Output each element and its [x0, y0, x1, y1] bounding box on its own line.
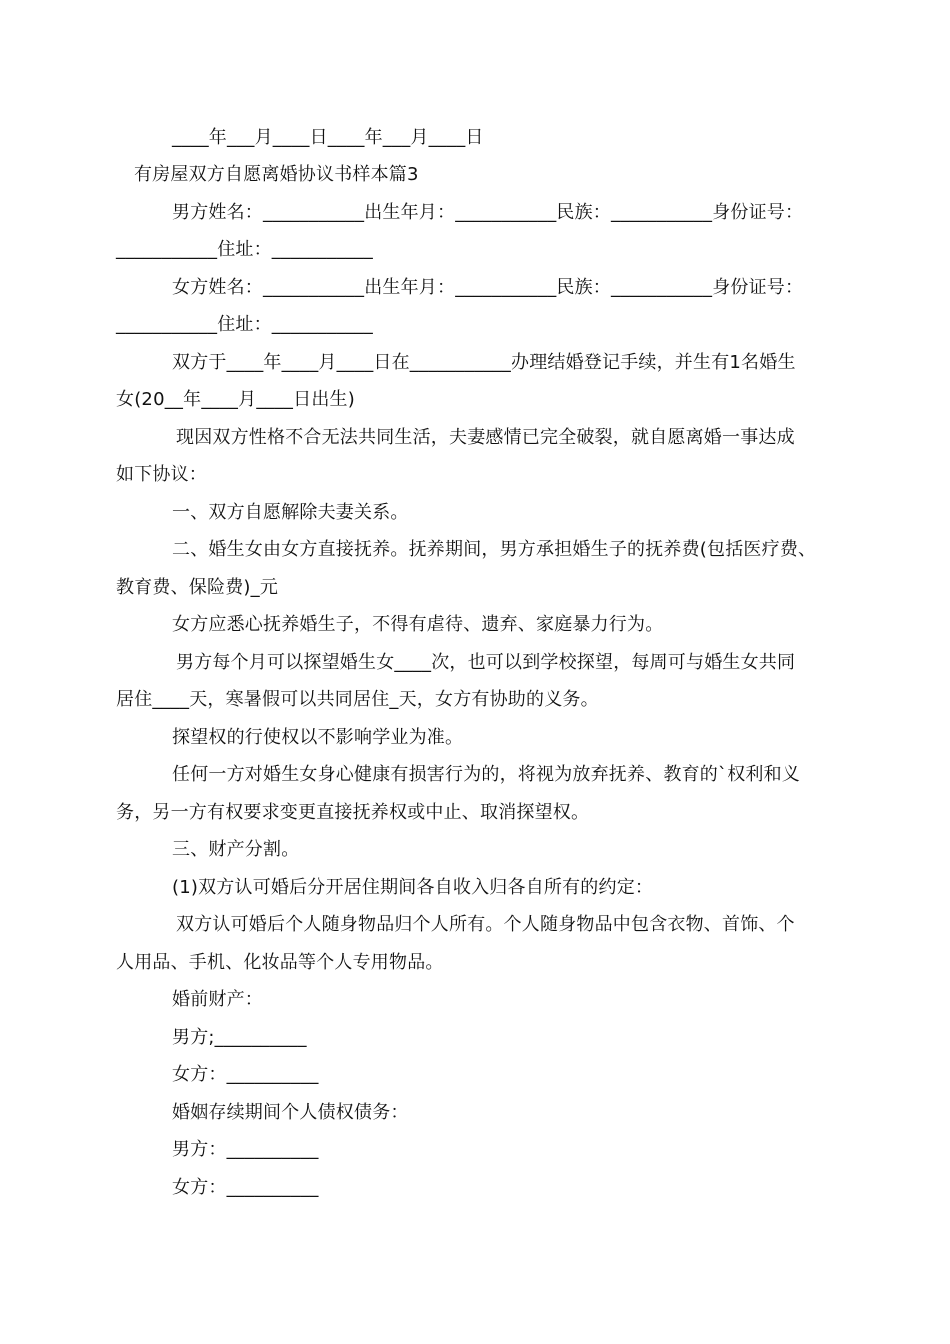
clause-three-heading: 三、财产分割。 [172, 839, 300, 860]
debt-heading: 婚姻存续期间个人债权债务： [172, 1102, 409, 1123]
premarital-female-line: 女方：__________ [172, 1064, 319, 1085]
property-item-one: (1)双方认可婚后分开居住期间各自收入归各自所有的约定： [172, 877, 654, 898]
harm-clause-line: 任何一方对婚生女身心健康有损害行为的，将视为放弃抚养、教育的`权利和义 [172, 764, 800, 785]
custody-duty-line: 女方应悉心抚养婚生子，不得有虐待、遗弃、家庭暴力行为。 [172, 614, 664, 635]
premarital-male-line: 男方;__________ [172, 1027, 307, 1048]
female-info-line: 女方姓名：___________出生年月：___________民族：___________身份证号： [172, 277, 804, 298]
clause-two-line: 二、婚生女由女方直接抚养。抚养期间，男方承担婚生子的抚养费(包括医疗费、 [172, 539, 817, 560]
male-info-line: 男方姓名：___________出生年月：___________民族：___________身份证号： [172, 202, 804, 223]
reason-paragraph-line-continued: 如下协议： [116, 464, 207, 485]
visitation-line: 男方每个月可以探望婚生女____次，也可以到学校探望，每周可与婚生女共同 [176, 652, 796, 673]
clause-two-line-continued: 教育费、保险费)_元 [116, 577, 279, 598]
personal-belongings-line: 双方认可婚后个人随身物品归个人所有。个人随身物品中包含衣物、首饰、个 [176, 914, 795, 935]
visitation-right-line: 探望权的行使权以不影响学业为准。 [172, 727, 464, 748]
female-info-line-continued: ___________住址：___________ [116, 314, 373, 335]
male-info-line-continued: ___________住址：___________ [116, 239, 373, 260]
marriage-registration-line: 双方于____年____月____日在___________办理结婚登记手续，并生有1名婚生 [172, 352, 796, 373]
harm-clause-line-continued: 务，另一方有权要求变更直接抚养权或中止、取消探望权。 [116, 802, 590, 823]
marriage-registration-line-continued: 女(20__年____月____日出生) [116, 389, 355, 410]
debt-male-line: 男方：__________ [172, 1139, 319, 1160]
visitation-line-continued: 居住____天，寒暑假可以共同居住_天，女方有协助的义务。 [116, 689, 599, 710]
premarital-property-heading: 婚前财产： [172, 989, 263, 1010]
date-signature-line: ____年___月____日____年___月____日 [172, 127, 484, 148]
reason-paragraph-line: 现因双方性格不合无法共同生活，夫妻感情已完全破裂，就自愿离婚一事达成 [176, 427, 795, 448]
section-title: 有房屋双方自愿离婚协议书样本篇3 [134, 164, 419, 185]
debt-female-line: 女方：__________ [172, 1177, 319, 1198]
personal-belongings-line-continued: 人用品、手机、化妆品等个人专用物品。 [116, 952, 444, 973]
clause-one: 一、双方自愿解除夫妻关系。 [172, 502, 409, 523]
